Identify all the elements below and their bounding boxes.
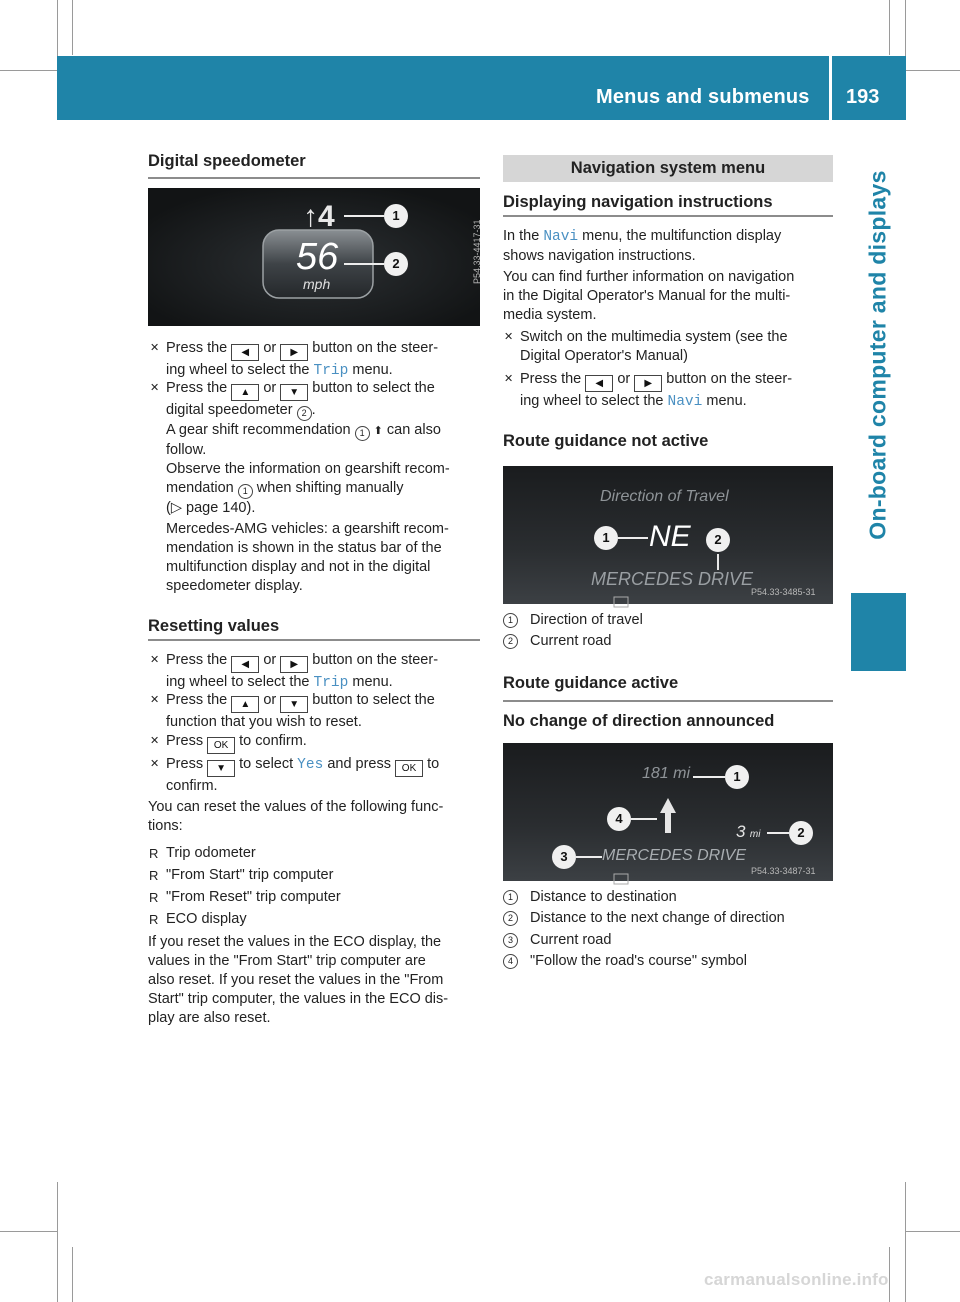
legend-number: 3 bbox=[503, 933, 518, 948]
step-marker-icon: ✕ bbox=[504, 331, 514, 343]
subsection-heading: No change of direction announced bbox=[503, 712, 775, 730]
direction-value: NE bbox=[649, 520, 691, 553]
step-marker-icon: ✕ bbox=[150, 735, 160, 747]
watermark: carmanualsonline.info bbox=[704, 1270, 889, 1289]
figure-code: P54.33-3485-31 bbox=[751, 587, 816, 597]
step-marker-icon: ✕ bbox=[150, 758, 160, 770]
section-heading-displaying-navigation: Displaying navigation instructions bbox=[503, 193, 773, 211]
list-item: R Trip odometer bbox=[149, 845, 256, 861]
instruction-step: ✕ Press the ◀ or ▶ button on the steer- ing wheel to select the Trip menu. bbox=[150, 340, 439, 379]
distance-to-destination: 181 mi bbox=[642, 765, 691, 782]
callout-line bbox=[576, 856, 602, 858]
speedometer-figure bbox=[148, 188, 480, 326]
key-left-icon: ◀ bbox=[231, 656, 259, 673]
section-heading-route-guidance-not-active: Route guidance not active bbox=[503, 432, 709, 450]
legend-item: 2 Current road bbox=[530, 632, 611, 651]
instruction-step: ✕ Press OK to confirm. bbox=[166, 732, 486, 754]
callout-2: 2 bbox=[706, 528, 730, 552]
callout-line bbox=[631, 818, 657, 820]
menu-name-yes: Yes bbox=[297, 757, 324, 773]
step-marker-icon: ✕ bbox=[504, 373, 514, 385]
legend-number: 1 bbox=[503, 890, 518, 905]
key-right-icon: ▶ bbox=[634, 375, 662, 392]
legend-number: 1 bbox=[503, 613, 518, 628]
figure-title: Direction of Travel bbox=[600, 488, 729, 505]
callout-ref: 2 bbox=[297, 406, 312, 421]
figure-code: P54.33-3487-31 bbox=[751, 866, 816, 876]
list-item: R "From Reset" trip computer bbox=[149, 889, 341, 905]
list-item: R "From Start" trip computer bbox=[149, 867, 334, 883]
section-band-title: Navigation system menu bbox=[570, 159, 766, 177]
page-reference-link[interactable]: (▷ page 140). bbox=[166, 500, 256, 516]
key-right-icon: ▶ bbox=[280, 656, 308, 673]
reset-intro: You can reset the values of the following func- tions: bbox=[148, 799, 444, 834]
crop-mark bbox=[72, 1247, 73, 1302]
key-up-icon: ▲ bbox=[231, 696, 259, 713]
next-direction-distance: 3 mi bbox=[736, 822, 761, 841]
instruction-step: ✕ Press the ◀ or ▶ button on the steer- ing wheel to select the Navi menu. bbox=[504, 371, 793, 410]
legend-item: 2 Distance to the next change of direction bbox=[530, 909, 785, 928]
key-up-icon: ▲ bbox=[231, 384, 259, 401]
key-down-icon: ▼ bbox=[280, 696, 308, 713]
key-left-icon: ◀ bbox=[231, 344, 259, 361]
key-left-icon: ◀ bbox=[585, 375, 613, 392]
section-tab-marker bbox=[851, 593, 906, 671]
bullet-icon: R bbox=[149, 890, 159, 905]
step-marker-icon: ✕ bbox=[150, 654, 160, 666]
section-heading-digital-speedometer: Digital speedometer bbox=[148, 152, 306, 170]
instruction-step: ✕ Press the ◀ or ▶ button on the steer- ing wheel to select the Trip menu. bbox=[150, 652, 439, 691]
navi-paragraph: In the Navi menu, the multifunction display shows navigation instructions. bbox=[503, 228, 782, 264]
section-tab-label: On-board computer and displays bbox=[864, 170, 891, 540]
speed-unit: mph bbox=[303, 276, 331, 292]
step-marker-icon: ✕ bbox=[150, 342, 160, 354]
callout-line bbox=[344, 263, 384, 265]
crop-mark bbox=[0, 70, 57, 71]
heading-rule bbox=[148, 177, 480, 179]
crop-mark bbox=[906, 1231, 960, 1232]
instruction-step: ✕ Press the ▲ or ▼ button to select the digital speedometer 2 . A gear shift recommendation 1 ⬆ can also follow. bbox=[150, 380, 441, 458]
upshift-arrow-icon: ⬆ bbox=[373, 425, 383, 437]
callout-1: 1 bbox=[594, 526, 618, 550]
legend-number: 2 bbox=[503, 634, 518, 649]
legend-number: 4 bbox=[503, 954, 518, 969]
step-marker-icon: ✕ bbox=[150, 382, 160, 394]
gear-recommendation: ↑4 bbox=[303, 200, 335, 233]
crop-mark bbox=[905, 1182, 906, 1302]
bullet-icon: R bbox=[149, 912, 159, 927]
figure-code: P54.33-4417-31 bbox=[472, 219, 482, 284]
callout-2: 2 bbox=[384, 252, 408, 276]
header-divider bbox=[829, 56, 832, 120]
reset-outro: If you reset the values in the ECO display, the values in the "From Start" trip computer are also reset. If you reset the values in the "From Start" trip computer, the values in the ECO dis- play are also reset. bbox=[148, 934, 449, 1026]
callout-3: 3 bbox=[552, 845, 576, 869]
callout-line bbox=[344, 215, 384, 217]
callout-line bbox=[767, 832, 789, 834]
navi-paragraph: You can find further information on navigation in the Digital Operator's Manual for the multi- media system. bbox=[503, 269, 795, 323]
instruction-step: ✕ Switch on the multimedia system (see the Digital Operator's Manual) bbox=[504, 329, 788, 364]
callout-4: 4 bbox=[607, 807, 631, 831]
section-heading-route-guidance-active: Route guidance active bbox=[503, 674, 679, 692]
section-band bbox=[503, 155, 833, 182]
key-down-icon: ▼ bbox=[207, 760, 235, 777]
menu-name-trip: Trip bbox=[313, 363, 349, 379]
instruction-step: ✕ Press the ▲ or ▼ button to select the function that you wish to reset. bbox=[150, 692, 435, 730]
heading-rule bbox=[503, 215, 833, 217]
crop-mark bbox=[0, 1231, 57, 1232]
callout-2: 2 bbox=[789, 821, 813, 845]
callout-ref: 1 bbox=[238, 484, 253, 499]
legend-number: 2 bbox=[503, 911, 518, 926]
road-name: MERCEDES DRIVE bbox=[591, 569, 754, 589]
menu-name-navi: Navi bbox=[667, 394, 703, 410]
callout-line bbox=[693, 776, 725, 778]
observe-note: Observe the information on gearshift recom- mendation 1 when shifting manually (▷ page 140). bbox=[166, 461, 450, 516]
bullet-icon: R bbox=[149, 868, 159, 883]
key-ok-icon: OK bbox=[395, 760, 423, 777]
crop-mark bbox=[72, 0, 73, 55]
page-title: Menus and submenus bbox=[596, 86, 810, 108]
heading-rule bbox=[148, 639, 480, 641]
key-right-icon: ▶ bbox=[280, 344, 308, 361]
callout-1: 1 bbox=[725, 765, 749, 789]
callout-line bbox=[618, 537, 648, 539]
crop-mark bbox=[57, 1182, 58, 1302]
section-heading-resetting-values: Resetting values bbox=[148, 617, 280, 635]
legend-item: 3 Current road bbox=[530, 931, 611, 950]
page-number: 193 bbox=[846, 86, 880, 108]
legend-item: 1 Distance to destination bbox=[530, 888, 677, 907]
instruction-step: ✕ Press ▼ to select Yes and press OK to confirm. bbox=[150, 756, 440, 794]
heading-rule bbox=[503, 700, 833, 702]
route-guidance-figure bbox=[503, 743, 833, 881]
amg-note: Mercedes-AMG vehicles: a gearshift recom- mendation is shown in the status bar of the multifunction display and not in the digital speedometer display. bbox=[166, 521, 449, 594]
callout-ref: 1 bbox=[355, 426, 370, 441]
crop-mark bbox=[906, 70, 960, 71]
legend-item: 4 "Follow the road's course" symbol bbox=[530, 952, 747, 971]
speed-value: 56 bbox=[296, 236, 339, 278]
menu-name-navi: Navi bbox=[543, 229, 579, 245]
road-name: MERCEDES DRIVE bbox=[602, 847, 747, 864]
step-marker-icon: ✕ bbox=[150, 694, 160, 706]
legend-item: 1 Direction of travel bbox=[530, 611, 643, 630]
key-ok-icon: OK bbox=[207, 737, 235, 754]
crop-mark bbox=[889, 1247, 890, 1302]
crop-mark bbox=[889, 0, 890, 55]
key-down-icon: ▼ bbox=[280, 384, 308, 401]
list-item: R ECO display bbox=[149, 911, 247, 927]
direction-of-travel-figure bbox=[503, 466, 833, 604]
bullet-icon: R bbox=[149, 846, 159, 861]
menu-name-trip: Trip bbox=[313, 675, 349, 691]
callout-1: 1 bbox=[384, 204, 408, 228]
